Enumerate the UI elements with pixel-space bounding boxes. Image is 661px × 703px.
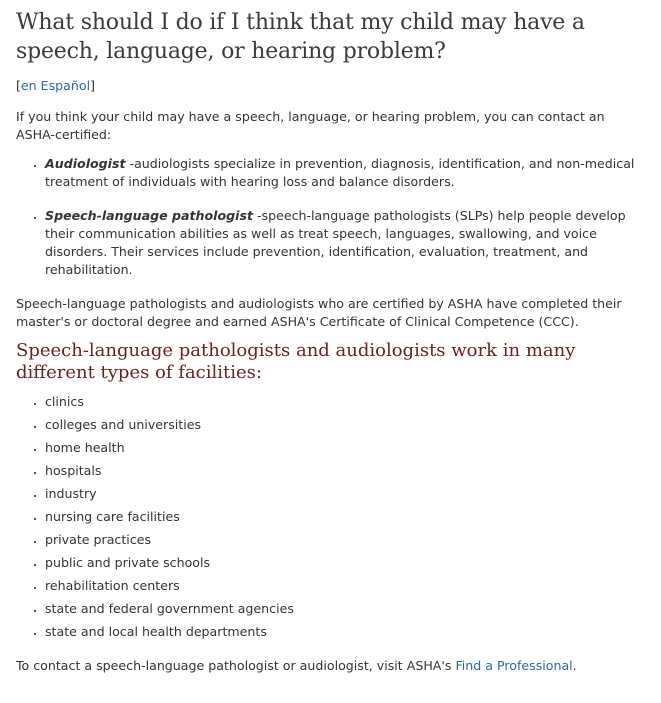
find-a-professional-link[interactable]: Find a Professional (455, 658, 573, 673)
contact-paragraph (16, 657, 645, 675)
contact-period: . (572, 658, 577, 673)
language-link-row (16, 78, 645, 94)
role-description: -speech-language pathologists (SLPs) help people develop their communication abilities as well as treat speech, languages, swallowing, and voice disorders. Their services include prevention, identification, evaluation, treatment, and rehabilitation. (45, 208, 626, 277)
role-term: Audiologist (45, 156, 126, 171)
page-title: What should I do if I think that my child may have a speech, language, or hearing problem? (16, 10, 585, 64)
list-item: ▪ public and private schools (45, 551, 645, 574)
contact-text: To contact a speech-language pathologist or audiologist, visit ASHA's (16, 658, 456, 673)
list-item: ▪ industry (45, 482, 645, 505)
role-audiologist (45, 155, 645, 191)
list-item: ▪ state and federal government agencies (45, 597, 645, 620)
list-item: ▪ hospitals (45, 459, 645, 482)
role-slp (45, 207, 645, 279)
bracket-open: [ (16, 78, 21, 93)
professional-roles-list (16, 155, 645, 279)
bracket-close: ] (90, 78, 95, 93)
role-description: -audiologists specialize in prevention, diagnosis, identification, and non-medical treatment of individuals with hearing loss and balance disorders. (45, 156, 635, 189)
facilities-list (16, 390, 645, 643)
list-item: ▪ clinics (45, 390, 645, 413)
intro-paragraph: If you think your child may have a speech, language, or hearing problem, you can contact an ASHA-certified: (16, 109, 605, 142)
list-item: ▪ state and local health departments (45, 620, 645, 643)
list-item: ▪ home health (45, 436, 645, 459)
list-item: ▪ rehabilitation centers (45, 574, 645, 597)
list-item: ▪ colleges and universities (45, 413, 645, 436)
list-item: ▪ private practices (45, 528, 645, 551)
en-espanol-link[interactable]: en Español (20, 78, 91, 93)
role-term: Speech-language pathologist (45, 208, 253, 223)
certification-paragraph: Speech-language pathologists and audiologists who are certified by ASHA have completed their master's or doctoral degree and earned ASHA's Certificate of Clinical Competence (CCC). (16, 296, 622, 329)
list-item: ▪ nursing care facilities (45, 505, 645, 528)
facilities-heading: Speech-language pathologists and audiologists work in many different types of facilities: (16, 340, 576, 383)
